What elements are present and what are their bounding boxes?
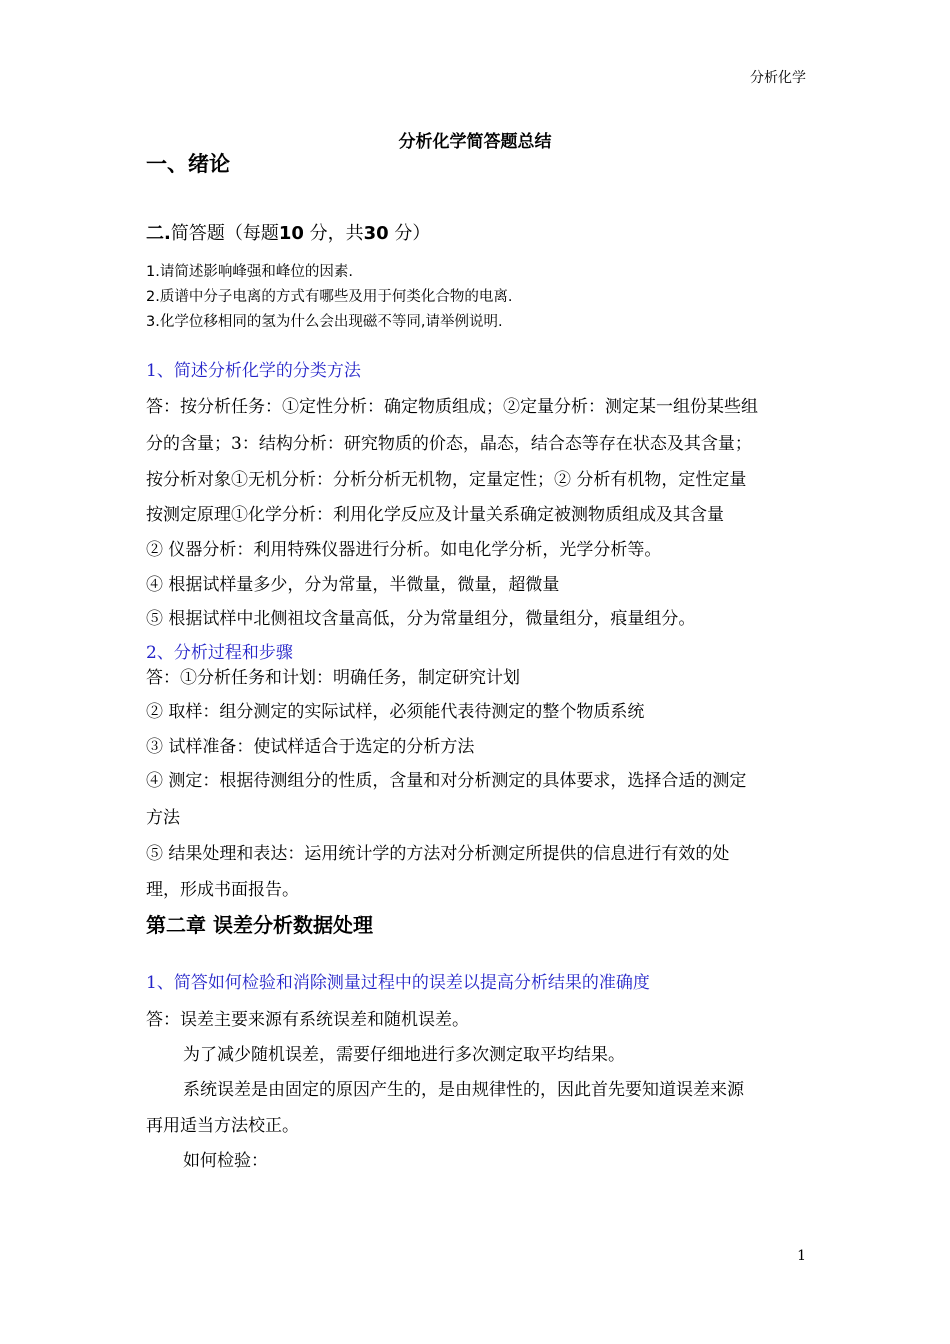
answer-line: 理，形成书面报告。: [146, 880, 299, 900]
subheading-num1: 10: [278, 223, 304, 244]
subheading-end: 分）: [388, 223, 431, 244]
answer-line: ② 仪器分析：利用特殊仪器进行分析。如电化学分析，光学分析等。: [146, 540, 662, 560]
subheading-short-answer: [146, 219, 430, 245]
answer-line: ④ 测定：根据待测组分的性质，含量和对分析测定的具体要求，选择合适的测定: [146, 771, 747, 791]
answer-line: 如何检验：: [183, 1151, 268, 1171]
running-header: 分析化学: [750, 70, 806, 86]
subheading-prefix: 二.: [146, 223, 171, 244]
question-title: 1、简答如何检验和消除测量过程中的误差以提高分析结果的准确度: [146, 973, 650, 993]
question-line: 1.请简述影响峰强和峰位的因素.: [146, 264, 353, 280]
question-line: 3.化学位移相同的氢为什么会出现磁不等同,请举例说明.: [146, 314, 503, 330]
subheading-mid2: 分，共: [303, 223, 364, 244]
answer-line: 答：误差主要来源有系统误差和随机误差。: [146, 1010, 469, 1030]
page-number: 1: [797, 1248, 806, 1264]
answer-line: 系统误差是由固定的原因产生的，是由规律性的，因此首先要知道误差来源: [183, 1080, 744, 1100]
answer-line: 为了减少随机误差，需要仔细地进行多次测定取平均结果。: [183, 1045, 625, 1065]
answer-line: ⑤ 结果处理和表达：运用统计学的方法对分析测定所提供的信息进行有效的处: [146, 844, 730, 864]
document-title: 分析化学简答题总结: [398, 132, 552, 152]
question-title: 1、简述分析化学的分类方法: [146, 361, 361, 381]
answer-line: ④ 根据试样量多少，分为常量，半微量，微量，超微量: [146, 575, 560, 595]
question-line: 2.质谱中分子电离的方式有哪些及用于何类化合物的电离.: [146, 289, 513, 305]
chapter-heading: 第二章 误差分析数据处理: [146, 913, 373, 937]
answer-line: 答：①分析任务和计划：明确任务，制定研究计划: [146, 668, 520, 688]
section-heading-intro: 一、绪论: [146, 152, 230, 176]
subheading-num2: 30: [363, 223, 389, 244]
answer-line: 方法: [146, 808, 180, 828]
subheading-mid: 简答题（每题: [170, 223, 279, 244]
answer-line: ⑤ 根据试样中北侧祖坟含量高低，分为常量组分，微量组分，痕量组分。: [146, 609, 696, 629]
answer-line: 分的含量；3：结构分析：研究物质的价态，晶态，结合态等存在状态及其含量；: [146, 434, 752, 454]
answer-line: 按测定原理①化学分析：利用化学反应及计量关系确定被测物质组成及其含量: [146, 505, 724, 525]
answer-line: 再用适当方法校正。: [146, 1116, 299, 1136]
answer-line: 答：按分析任务：①定性分析：确定物质组成；②定量分析：测定某一组份某些组: [146, 397, 758, 417]
question-title: 2、分析过程和步骤: [146, 643, 293, 663]
answer-line: ③ 试样准备：使试样适合于选定的分析方法: [146, 737, 475, 757]
answer-line: ② 取样：组分测定的实际试样，必须能代表待测定的整个物质系统: [146, 702, 645, 722]
answer-line: 按分析对象①无机分析：分析分析无机物，定量定性；② 分析有机物，定性定量: [146, 470, 747, 490]
